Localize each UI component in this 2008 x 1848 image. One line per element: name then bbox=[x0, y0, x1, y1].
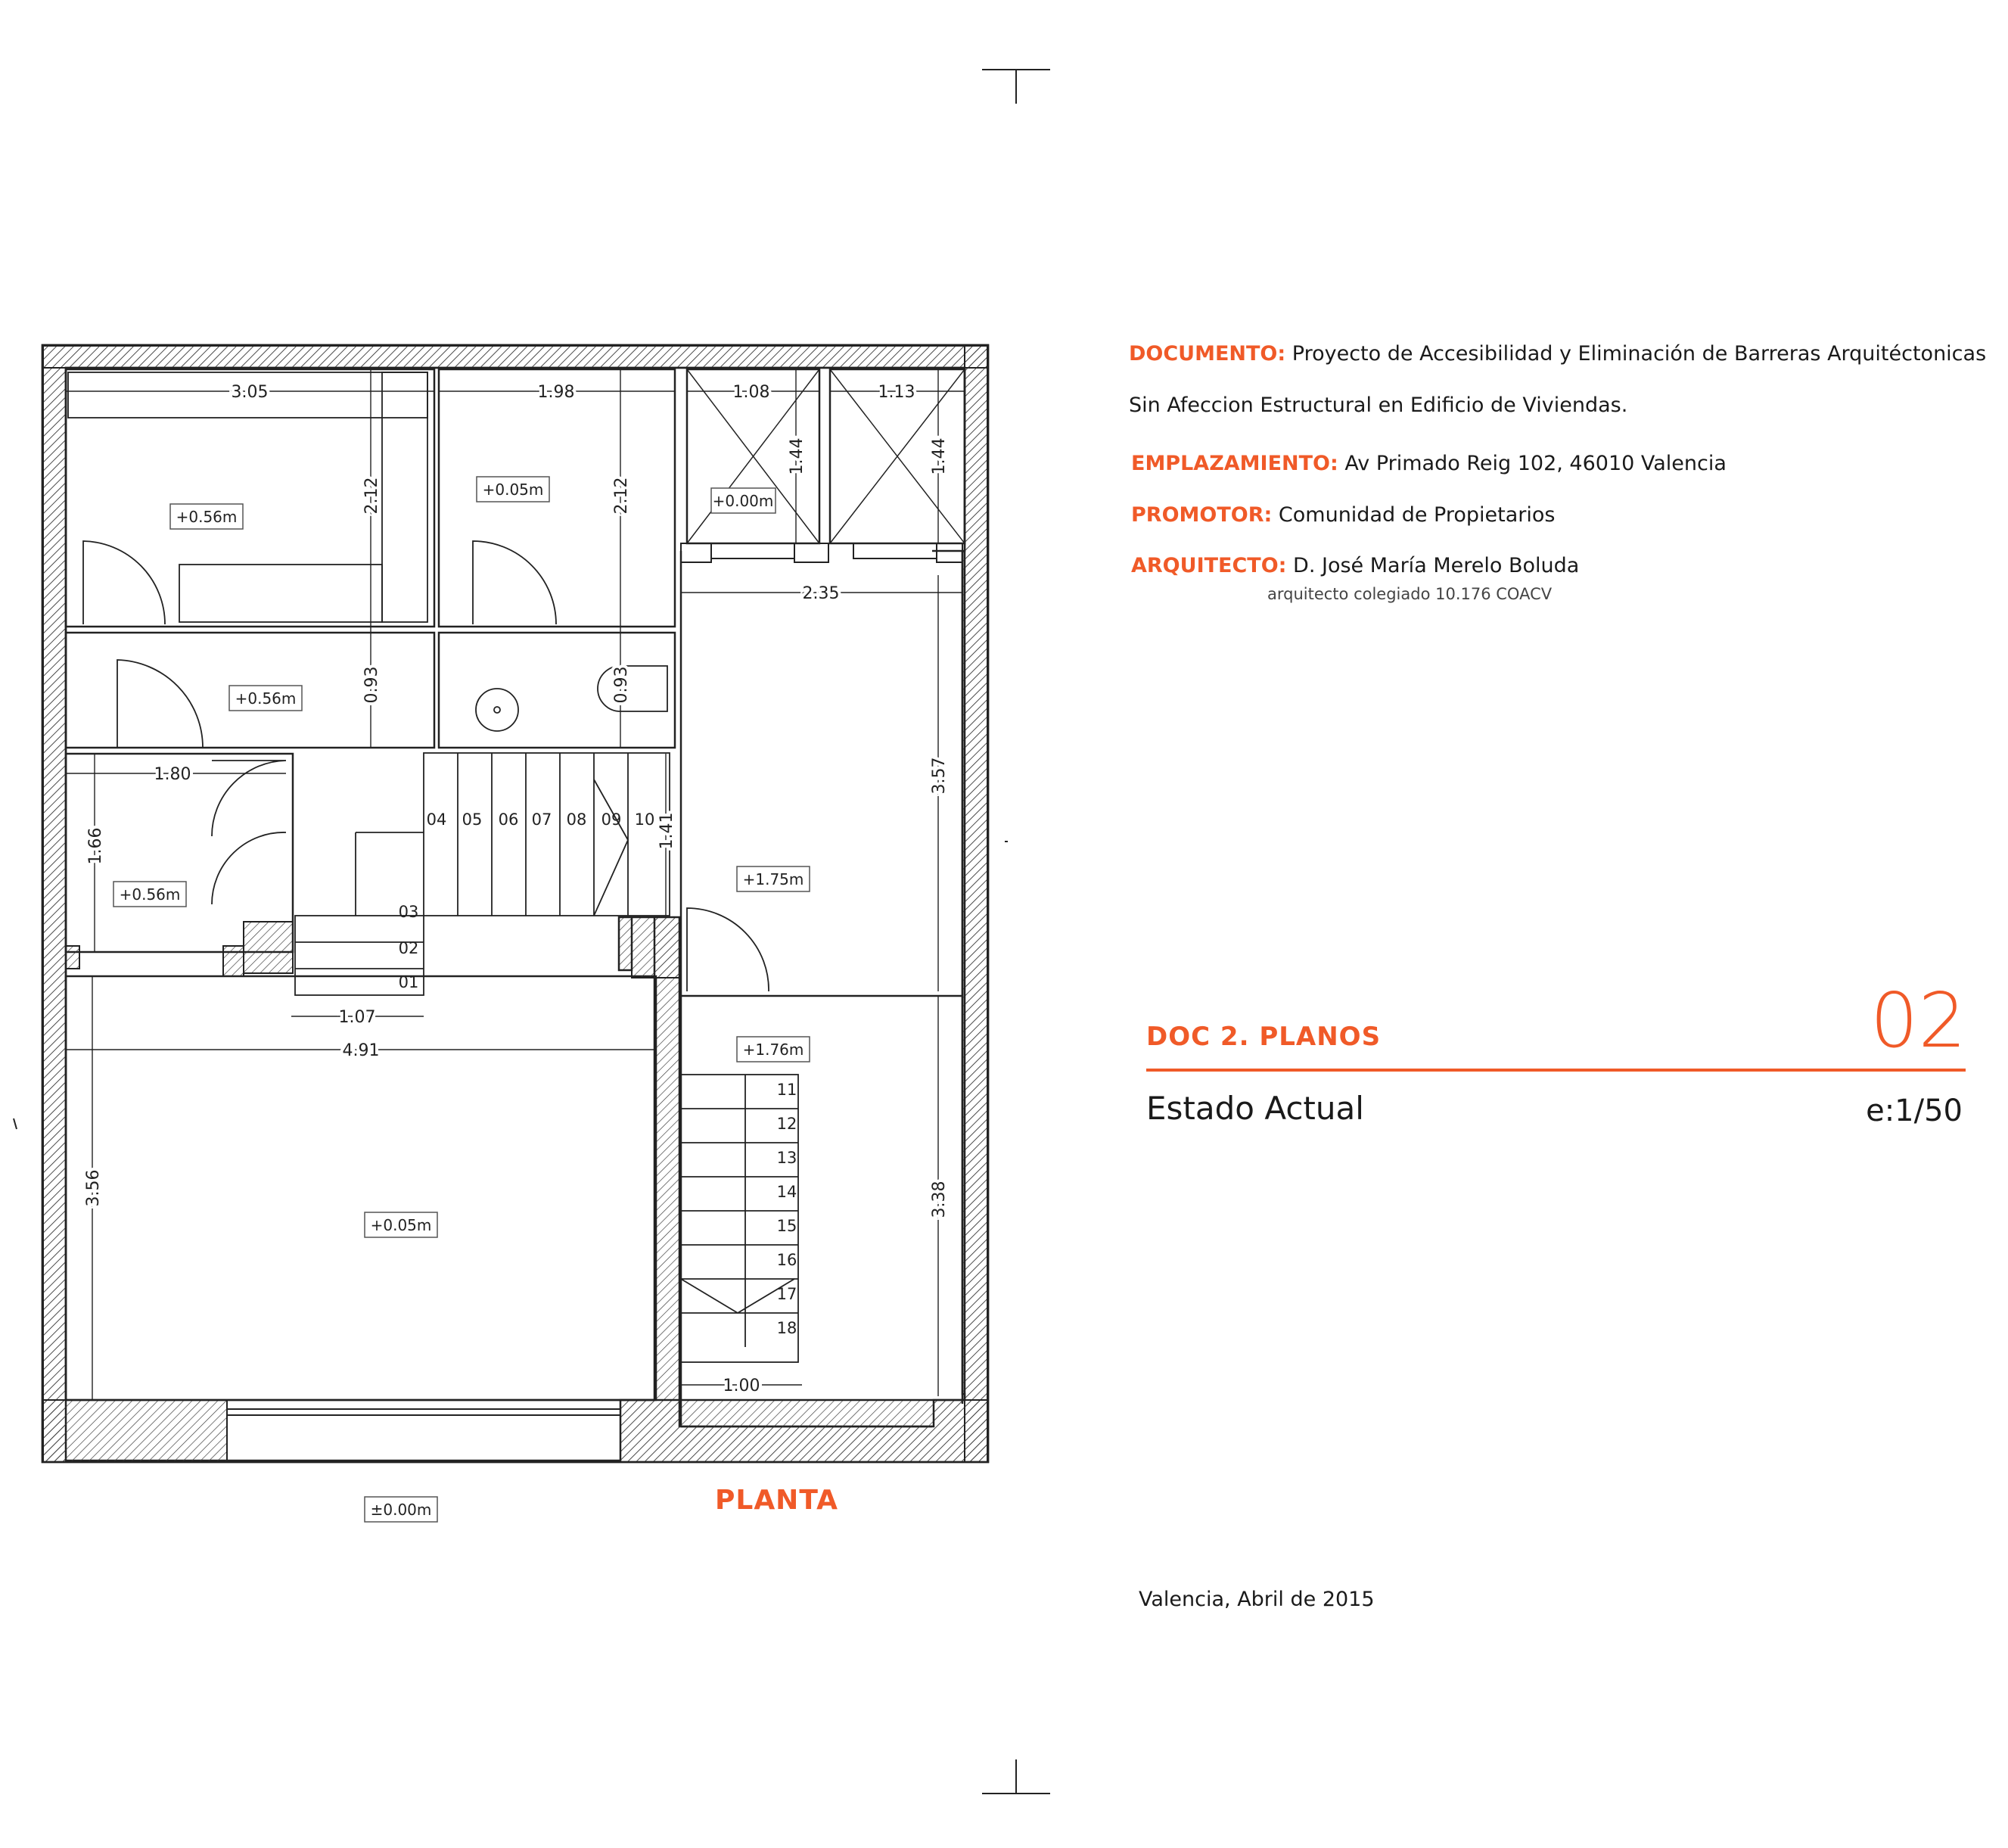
dimension-label: 2.35 bbox=[802, 584, 840, 603]
level-label: +0.05m bbox=[482, 481, 544, 499]
dimension-label: 3.05 bbox=[231, 383, 269, 402]
dimension-label: 1.98 bbox=[537, 383, 575, 402]
emplazamiento-label: EMPLAZAMIENTO: bbox=[1131, 452, 1338, 475]
dimension-label: 1.44 bbox=[930, 437, 949, 475]
doc-title: DOC 2. PLANOS bbox=[1146, 1022, 1382, 1052]
subtitle: Estado Actual bbox=[1146, 1090, 1364, 1127]
level-label: +0.00m bbox=[712, 492, 774, 510]
dimension-label: 3.38 bbox=[930, 1181, 949, 1218]
dimension-label: 3.56 bbox=[84, 1169, 103, 1207]
doc-number: 02 bbox=[1870, 976, 1966, 1065]
dimension-label: 0.93 bbox=[612, 666, 631, 704]
level-label: +0.56m bbox=[176, 508, 238, 526]
dimension-label: 1.41 bbox=[657, 812, 676, 850]
info-arquitecto bbox=[1131, 554, 1579, 577]
dimension-label: 1.07 bbox=[338, 1008, 376, 1027]
step-label: 03 bbox=[398, 903, 419, 921]
shaft-windows bbox=[681, 543, 962, 562]
level-label: +0.56m bbox=[235, 689, 297, 708]
dimension-label: 1.80 bbox=[154, 765, 191, 784]
step-label: 16 bbox=[776, 1251, 797, 1269]
info-promotor bbox=[1131, 503, 1555, 527]
dimension-label: 1.44 bbox=[788, 437, 807, 475]
place-date: Valencia, Abril de 2015 bbox=[1139, 1588, 1375, 1611]
step-label: 04 bbox=[426, 810, 447, 829]
level-label: +0.05m bbox=[370, 1216, 432, 1234]
entrance bbox=[227, 1400, 620, 1462]
shaft-crosses bbox=[687, 369, 965, 543]
step-label: 02 bbox=[398, 939, 419, 957]
title-rule bbox=[1146, 1069, 1966, 1072]
step-label: 06 bbox=[498, 810, 519, 829]
crop-marks bbox=[14, 70, 1050, 1794]
plan-label: PLANTA bbox=[715, 1485, 838, 1516]
info-documento bbox=[1129, 342, 1986, 366]
level-label: +0.56m bbox=[119, 885, 181, 904]
step-label: 07 bbox=[531, 810, 552, 829]
dimension-label: 0.93 bbox=[362, 666, 381, 704]
upper-stair bbox=[295, 753, 670, 995]
documento-label: DOCUMENTO: bbox=[1129, 342, 1286, 366]
level-label: ±0.00m bbox=[370, 1501, 432, 1519]
dimension-label: 1.00 bbox=[723, 1377, 760, 1395]
info-emplazamiento bbox=[1131, 452, 1727, 475]
step-label: 09 bbox=[601, 810, 622, 829]
promotor-label: PROMOTOR: bbox=[1131, 503, 1273, 527]
level-label: +1.75m bbox=[742, 870, 804, 888]
documento-text: Proyecto de Accesibilidad y Eliminación de Barreras Arquitéctonicas bbox=[1292, 342, 1987, 366]
step-label: 08 bbox=[566, 810, 587, 829]
arquitecto-text: D. José María Merelo Boluda bbox=[1293, 554, 1580, 577]
dimension-label: 4.91 bbox=[342, 1041, 380, 1060]
promotor-text: Comunidad de Propietarios bbox=[1278, 503, 1556, 527]
dimension-label: 1.08 bbox=[732, 383, 770, 402]
step-label: 13 bbox=[776, 1149, 797, 1167]
level-labels bbox=[120, 481, 804, 1519]
step-label: 14 bbox=[776, 1183, 797, 1201]
step-label: 18 bbox=[776, 1319, 797, 1337]
level-label: +1.76m bbox=[742, 1041, 804, 1059]
step-label: 17 bbox=[776, 1285, 797, 1303]
scale: e:1/50 bbox=[1866, 1094, 1963, 1128]
emplazamiento-text: Av Primado Reig 102, 46010 Valencia bbox=[1344, 452, 1727, 475]
dimension-label: 2.12 bbox=[612, 477, 631, 515]
step-label: 01 bbox=[398, 973, 419, 991]
arquitecto-label: ARQUITECTO: bbox=[1131, 554, 1287, 577]
step-label: 10 bbox=[634, 810, 655, 829]
documento-text-2: Sin Afeccion Estructural en Edificio de Viviendas. bbox=[1129, 394, 1628, 417]
dimension-label: 2.12 bbox=[362, 477, 381, 515]
dimension-label: 1.13 bbox=[878, 383, 915, 402]
dimension-label: 3.57 bbox=[930, 757, 949, 795]
step-label: 12 bbox=[776, 1115, 797, 1133]
step-label: 11 bbox=[776, 1081, 797, 1099]
step-label: 15 bbox=[776, 1217, 797, 1235]
dimension-label: 1.66 bbox=[86, 827, 105, 865]
arquitecto-sub: arquitecto colegiado 10.176 COACV bbox=[1267, 585, 1553, 603]
step-label: 05 bbox=[462, 810, 483, 829]
